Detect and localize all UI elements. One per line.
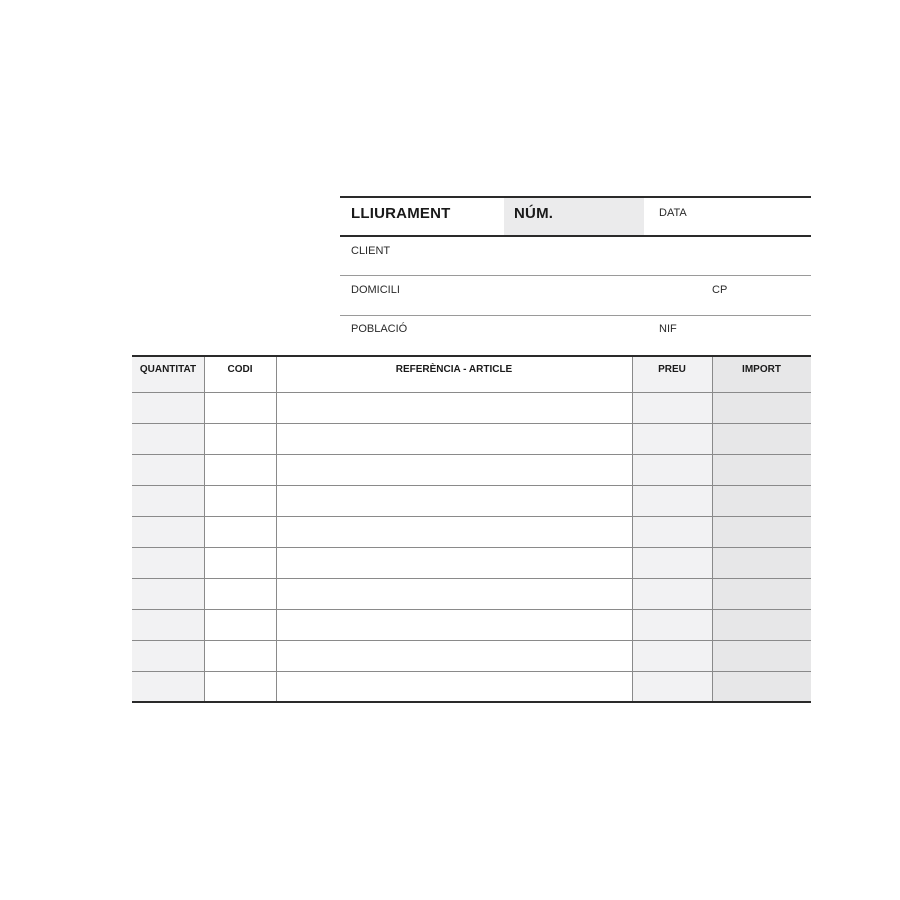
price-cell[interactable] bbox=[632, 641, 712, 671]
price-cell[interactable] bbox=[632, 393, 712, 423]
article-reference-cell[interactable] bbox=[276, 672, 632, 702]
document-title: LLIURAMENT bbox=[351, 205, 451, 222]
amount-cell[interactable] bbox=[712, 579, 811, 609]
quantity-cell[interactable] bbox=[132, 393, 204, 423]
column-header-quantity: QUANTITAT bbox=[139, 364, 197, 375]
code-cell[interactable] bbox=[204, 517, 276, 547]
amount-cell[interactable] bbox=[712, 424, 811, 454]
quantity-cell[interactable] bbox=[132, 579, 204, 609]
article-reference-cell[interactable] bbox=[276, 610, 632, 640]
price-cell[interactable] bbox=[632, 610, 712, 640]
price-cell[interactable] bbox=[632, 579, 712, 609]
quantity-cell[interactable] bbox=[132, 486, 204, 516]
price-cell[interactable] bbox=[632, 672, 712, 702]
article-reference-cell[interactable] bbox=[276, 641, 632, 671]
city-label: POBLACIÓ bbox=[351, 323, 408, 335]
price-cell[interactable] bbox=[632, 548, 712, 578]
quantity-cell[interactable] bbox=[132, 424, 204, 454]
postal-code-label: CP bbox=[712, 284, 728, 296]
amount-cell[interactable] bbox=[712, 548, 811, 578]
items-table bbox=[132, 355, 811, 703]
column-header-amount: IMPORT bbox=[742, 364, 781, 375]
code-cell[interactable] bbox=[204, 486, 276, 516]
quantity-cell[interactable] bbox=[132, 610, 204, 640]
amount-cell[interactable] bbox=[712, 517, 811, 547]
header-top-rule bbox=[340, 196, 811, 198]
quantity-cell[interactable] bbox=[132, 455, 204, 485]
column-header-article-reference: REFERÈNCIA - ARTICLE bbox=[395, 364, 513, 375]
address-label: DOMICILI bbox=[351, 284, 400, 296]
amount-cell[interactable] bbox=[712, 455, 811, 485]
code-cell[interactable] bbox=[204, 641, 276, 671]
header-title-rule bbox=[340, 235, 811, 237]
address-row-rule bbox=[340, 315, 811, 316]
price-cell[interactable] bbox=[632, 517, 712, 547]
article-reference-cell[interactable] bbox=[276, 517, 632, 547]
amount-cell[interactable] bbox=[712, 610, 811, 640]
delivery-header-form bbox=[340, 196, 811, 355]
code-cell[interactable] bbox=[204, 455, 276, 485]
client-row-rule bbox=[340, 275, 811, 276]
quantity-cell[interactable] bbox=[132, 641, 204, 671]
code-cell[interactable] bbox=[204, 393, 276, 423]
article-reference-cell[interactable] bbox=[276, 424, 632, 454]
quantity-cell[interactable] bbox=[132, 517, 204, 547]
code-cell[interactable] bbox=[204, 548, 276, 578]
amount-cell[interactable] bbox=[712, 393, 811, 423]
price-cell[interactable] bbox=[632, 455, 712, 485]
amount-cell[interactable] bbox=[712, 641, 811, 671]
code-cell[interactable] bbox=[204, 579, 276, 609]
article-reference-cell[interactable] bbox=[276, 393, 632, 423]
column-header-code: CODI bbox=[227, 364, 253, 375]
column-header-price: PREU bbox=[658, 364, 686, 375]
date-label: DATA bbox=[659, 207, 687, 219]
article-reference-cell[interactable] bbox=[276, 548, 632, 578]
tax-id-label: NIF bbox=[659, 323, 677, 335]
article-reference-cell[interactable] bbox=[276, 486, 632, 516]
article-reference-cell[interactable] bbox=[276, 455, 632, 485]
client-label: CLIENT bbox=[351, 245, 391, 257]
amount-cell[interactable] bbox=[712, 672, 811, 702]
code-cell[interactable] bbox=[204, 672, 276, 702]
price-cell[interactable] bbox=[632, 424, 712, 454]
code-cell[interactable] bbox=[204, 424, 276, 454]
price-cell[interactable] bbox=[632, 486, 712, 516]
article-reference-cell[interactable] bbox=[276, 579, 632, 609]
quantity-cell[interactable] bbox=[132, 672, 204, 702]
amount-cell[interactable] bbox=[712, 486, 811, 516]
quantity-cell[interactable] bbox=[132, 548, 204, 578]
number-label: NÚM. bbox=[514, 205, 554, 222]
code-cell[interactable] bbox=[204, 610, 276, 640]
